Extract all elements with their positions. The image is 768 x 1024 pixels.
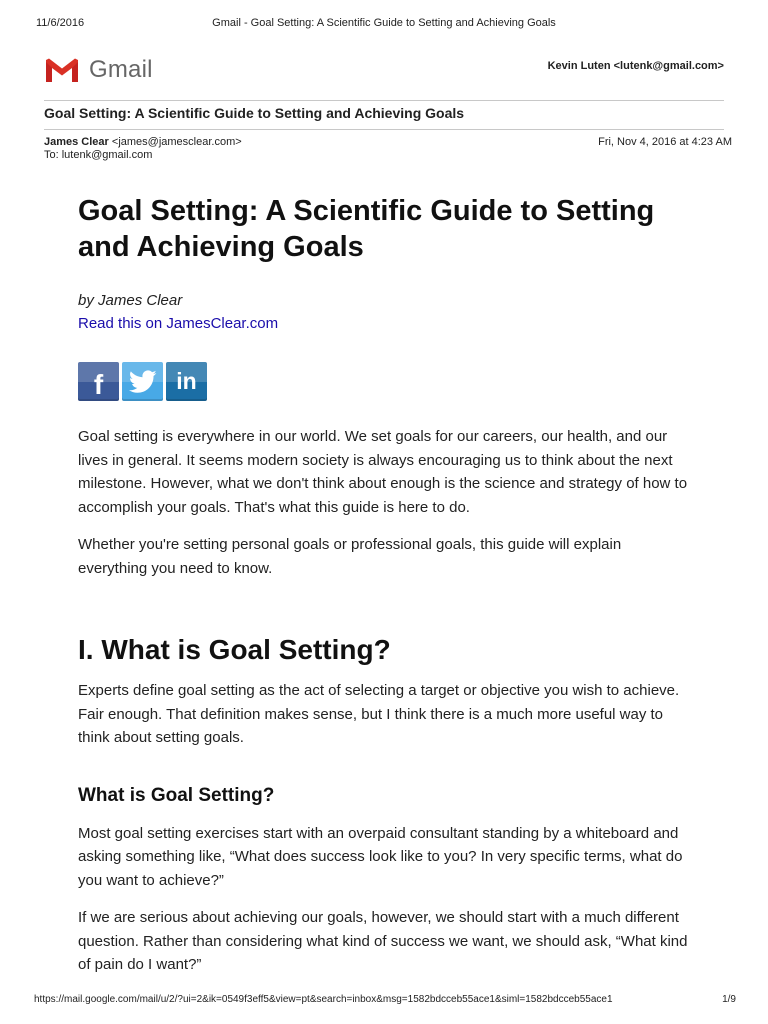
- paragraph: Whether you're setting personal goals or professional goals, this guide will explain everything you need to know.: [78, 536, 622, 577]
- print-footer: [34, 994, 736, 1008]
- sender-email: <james@jamesclear.com>: [111, 136, 242, 148]
- paragraph: Most goal setting exercises start with an overpaid consultant standing by a whiteboard and asking something like, “What does success look like to you? In very specific terms, what do you want to achieve?”: [78, 824, 683, 889]
- print-title: Gmail - Goal Setting: A Scientific Guide to Setting and Achieving Goals: [212, 17, 556, 29]
- divider: [44, 100, 724, 101]
- facebook-share-button[interactable]: [78, 362, 119, 401]
- print-url: https://mail.google.com/mail/u/2/?ui=2&ik=0549f3eff5&view=pt&search=inbox&msg=1582bdcceb55ace1&siml=1582bdcceb55ace1: [34, 994, 613, 1005]
- paragraph: If we are serious about achieving our goals, however, we should start with a much different question. Rather than considering what kind of success we want, we should ask, “What kind of pain do I want?”: [78, 909, 688, 973]
- read-on-site-link[interactable]: Read this on JamesClear.com: [78, 315, 279, 332]
- sent-date: Fri, Nov 4, 2016 at 4:23 AM: [598, 136, 732, 148]
- gmail-logo[interactable]: [44, 56, 153, 84]
- gmail-wordmark: Gmail: [89, 56, 153, 83]
- linkedin-share-button[interactable]: [166, 362, 207, 401]
- print-header: [36, 17, 732, 31]
- account-label: Kevin Luten <lutenk@gmail.com>: [547, 60, 724, 72]
- message-meta: [44, 136, 732, 162]
- twitter-icon: [129, 370, 157, 394]
- paragraph: Goal setting is everywhere in our world. We set goals for our careers, our health, and our lives in general. It seems modern society is always encouraging us to think about the next milestone. However, what we don't think about enough is the science and strategy of how to accomplish your goals. That's what this guide is here to do.: [78, 428, 688, 516]
- recipient-line: To: lutenk@gmail.com: [44, 149, 153, 161]
- email-subject: Goal Setting: A Scientific Guide to Setting and Achieving Goals: [44, 105, 465, 121]
- article-title: Goal Setting: A Scientific Guide to Setting and Achieving Goals: [78, 195, 655, 263]
- linkedin-icon: in: [176, 368, 197, 394]
- section-heading: I. What is Goal Setting?: [78, 634, 391, 665]
- facebook-icon: f: [93, 368, 104, 400]
- sender-name: James Clear: [44, 136, 109, 148]
- print-date: 11/6/2016: [36, 17, 85, 29]
- gmail-header: [44, 52, 724, 86]
- email-body: [78, 193, 690, 977]
- gmail-m-icon: [44, 57, 80, 83]
- paragraph: Experts define goal setting as the act of selecting a target or objective you wish to achieve. Fair enough. That definition makes sense, but I think there is a much more useful way to think about setting goals.: [78, 682, 680, 746]
- page-number: 1/9: [722, 994, 736, 1005]
- divider: [44, 129, 724, 130]
- twitter-share-button[interactable]: [122, 362, 163, 401]
- article-byline: by James Clear: [78, 292, 183, 309]
- subheading: What is Goal Setting?: [78, 784, 275, 806]
- social-share-bar: [78, 362, 690, 401]
